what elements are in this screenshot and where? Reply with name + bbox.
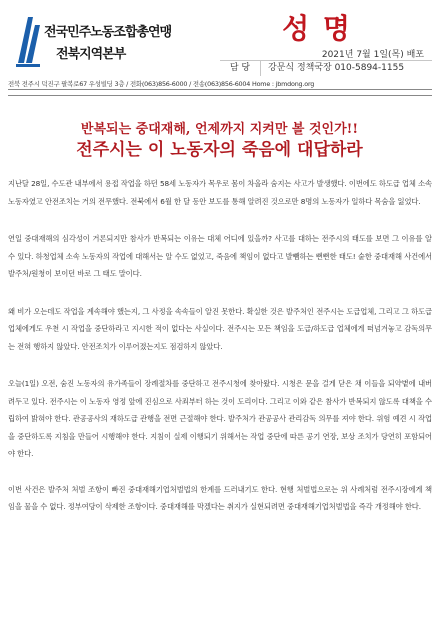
release-date: 2021년 7월 1일(목) 배포	[321, 50, 424, 60]
letterhead	[8, 7, 432, 75]
union-logo-block	[8, 7, 220, 75]
paragraph: 이번 사건은 발주처 처벌 조항이 빠진 중대재해기업처벌법의 한계를 드러내기도 한다. 현행 처벌법으로는 위 사례처럼 전주시장에게 책임을 물을 수 없다. 정부여당이 삭제한 조항이다. 중대재해를 막겠다는 취지가 실현되려면 중대재해기업처벌법을 즉각 개정해야 한다.	[8, 484, 432, 511]
address-line: 전북 전주시 덕진구 팔복로67 우성빌딩 3층 / 전화(063)856-6000 / 전송(063)856-6004 Home : jbmdong.org	[8, 80, 315, 88]
paragraph: 오늘(1일) 오전, 숨진 노동자의 유가족들이 장례절차를 중단하고 전주시청에 찾아왔다. 시청은 문을 걸게 닫은 채 이들을 되약볕에 내버려두고 있다. 전주시는 이 노동자 영정 앞에 진심으로 사죄부터 하는 것이 도리이다. 그리고 이와 같은 참사가 반복되지 않도록 대책을 수립하여 밝혀야 한다. 관공공사의 재하도급 관행을 전면 근절해야 한다. 발주처가 관공공사 관리감독 의무를 져야 한다. 위험 예견 시 작업을 중단하도록 지침을 만들어 시행해야 한다. 지침이 실제 이행되기 위해서는 작업 중단에 따른 공기 연장, 보상 조치가 당연히 포함되어야 한다.	[8, 379, 432, 458]
contact-label: 담 당	[220, 61, 261, 76]
divider	[8, 95, 432, 96]
subheadline: 반복되는 중대재해, 언제까지 지켜만 볼 것인가!!	[80, 122, 359, 137]
union-logo-icon	[14, 11, 44, 69]
org-name-line2: 전북지역본부	[56, 47, 126, 62]
paragraph: 연일 중대재해의 심각성이 거론되지만 참사가 반복되는 이유는 대체 어디에 있을까? 사고를 대하는 전주시의 태도를 보면 그 이유를 알 수 있다. 하청업체 소속 노동자의 작업에 대해서는 알 수도 없었고, 죽음에 책임이 없다고 발뺌하는 뻔뻔한 태도! 숱한 중대재해 사건에서 발주처/원청이 보이던 바로 그 태도 말이다.	[8, 234, 432, 278]
paragraph: 지난달 28일, 수도관 내부에서 용접 작업을 하던 58세 노동자가 목우로 몸이 차올라 숨지는 사고가 발생했다. 이번에도 하도급 업체 소속 노동자였고 안전조치는 거의 전무했다. 전북에서 6월 한 달 동안 보도를 통해 알려진 것으로만 8명의 노동자가 일하다 목숨을 잃었다.	[8, 179, 432, 206]
document-title: 성 명	[282, 12, 352, 45]
headline: 전주시는 이 노동자의 죽음에 대답하라	[76, 140, 363, 160]
contact-row	[220, 60, 432, 76]
org-name-line1: 전국민주노동조합총연맹	[44, 25, 172, 40]
divider	[8, 89, 432, 90]
statement-title-block	[220, 7, 432, 75]
statement-body	[8, 175, 432, 536]
contact-value: 강문식 정책국장 010-5894-1155	[268, 63, 405, 73]
paragraph: 왜 비가 오는데도 작업을 계속해야 했는지, 그 사정을 속속들이 알진 못한다. 확실한 것은 발주처인 전주시는 도급업체, 그리고 그 하도급업체에게도 우천 시 작업을 중단하라고 지시한 적이 없다는 사실이다. 전주시는 모든 책임을 도급/하도급 업체에게 떠넘겨놓고 감독의무는 전혀 행하지 않았다. 안전조치가 이루어졌는지도 점검하지 않았다.	[8, 306, 432, 351]
